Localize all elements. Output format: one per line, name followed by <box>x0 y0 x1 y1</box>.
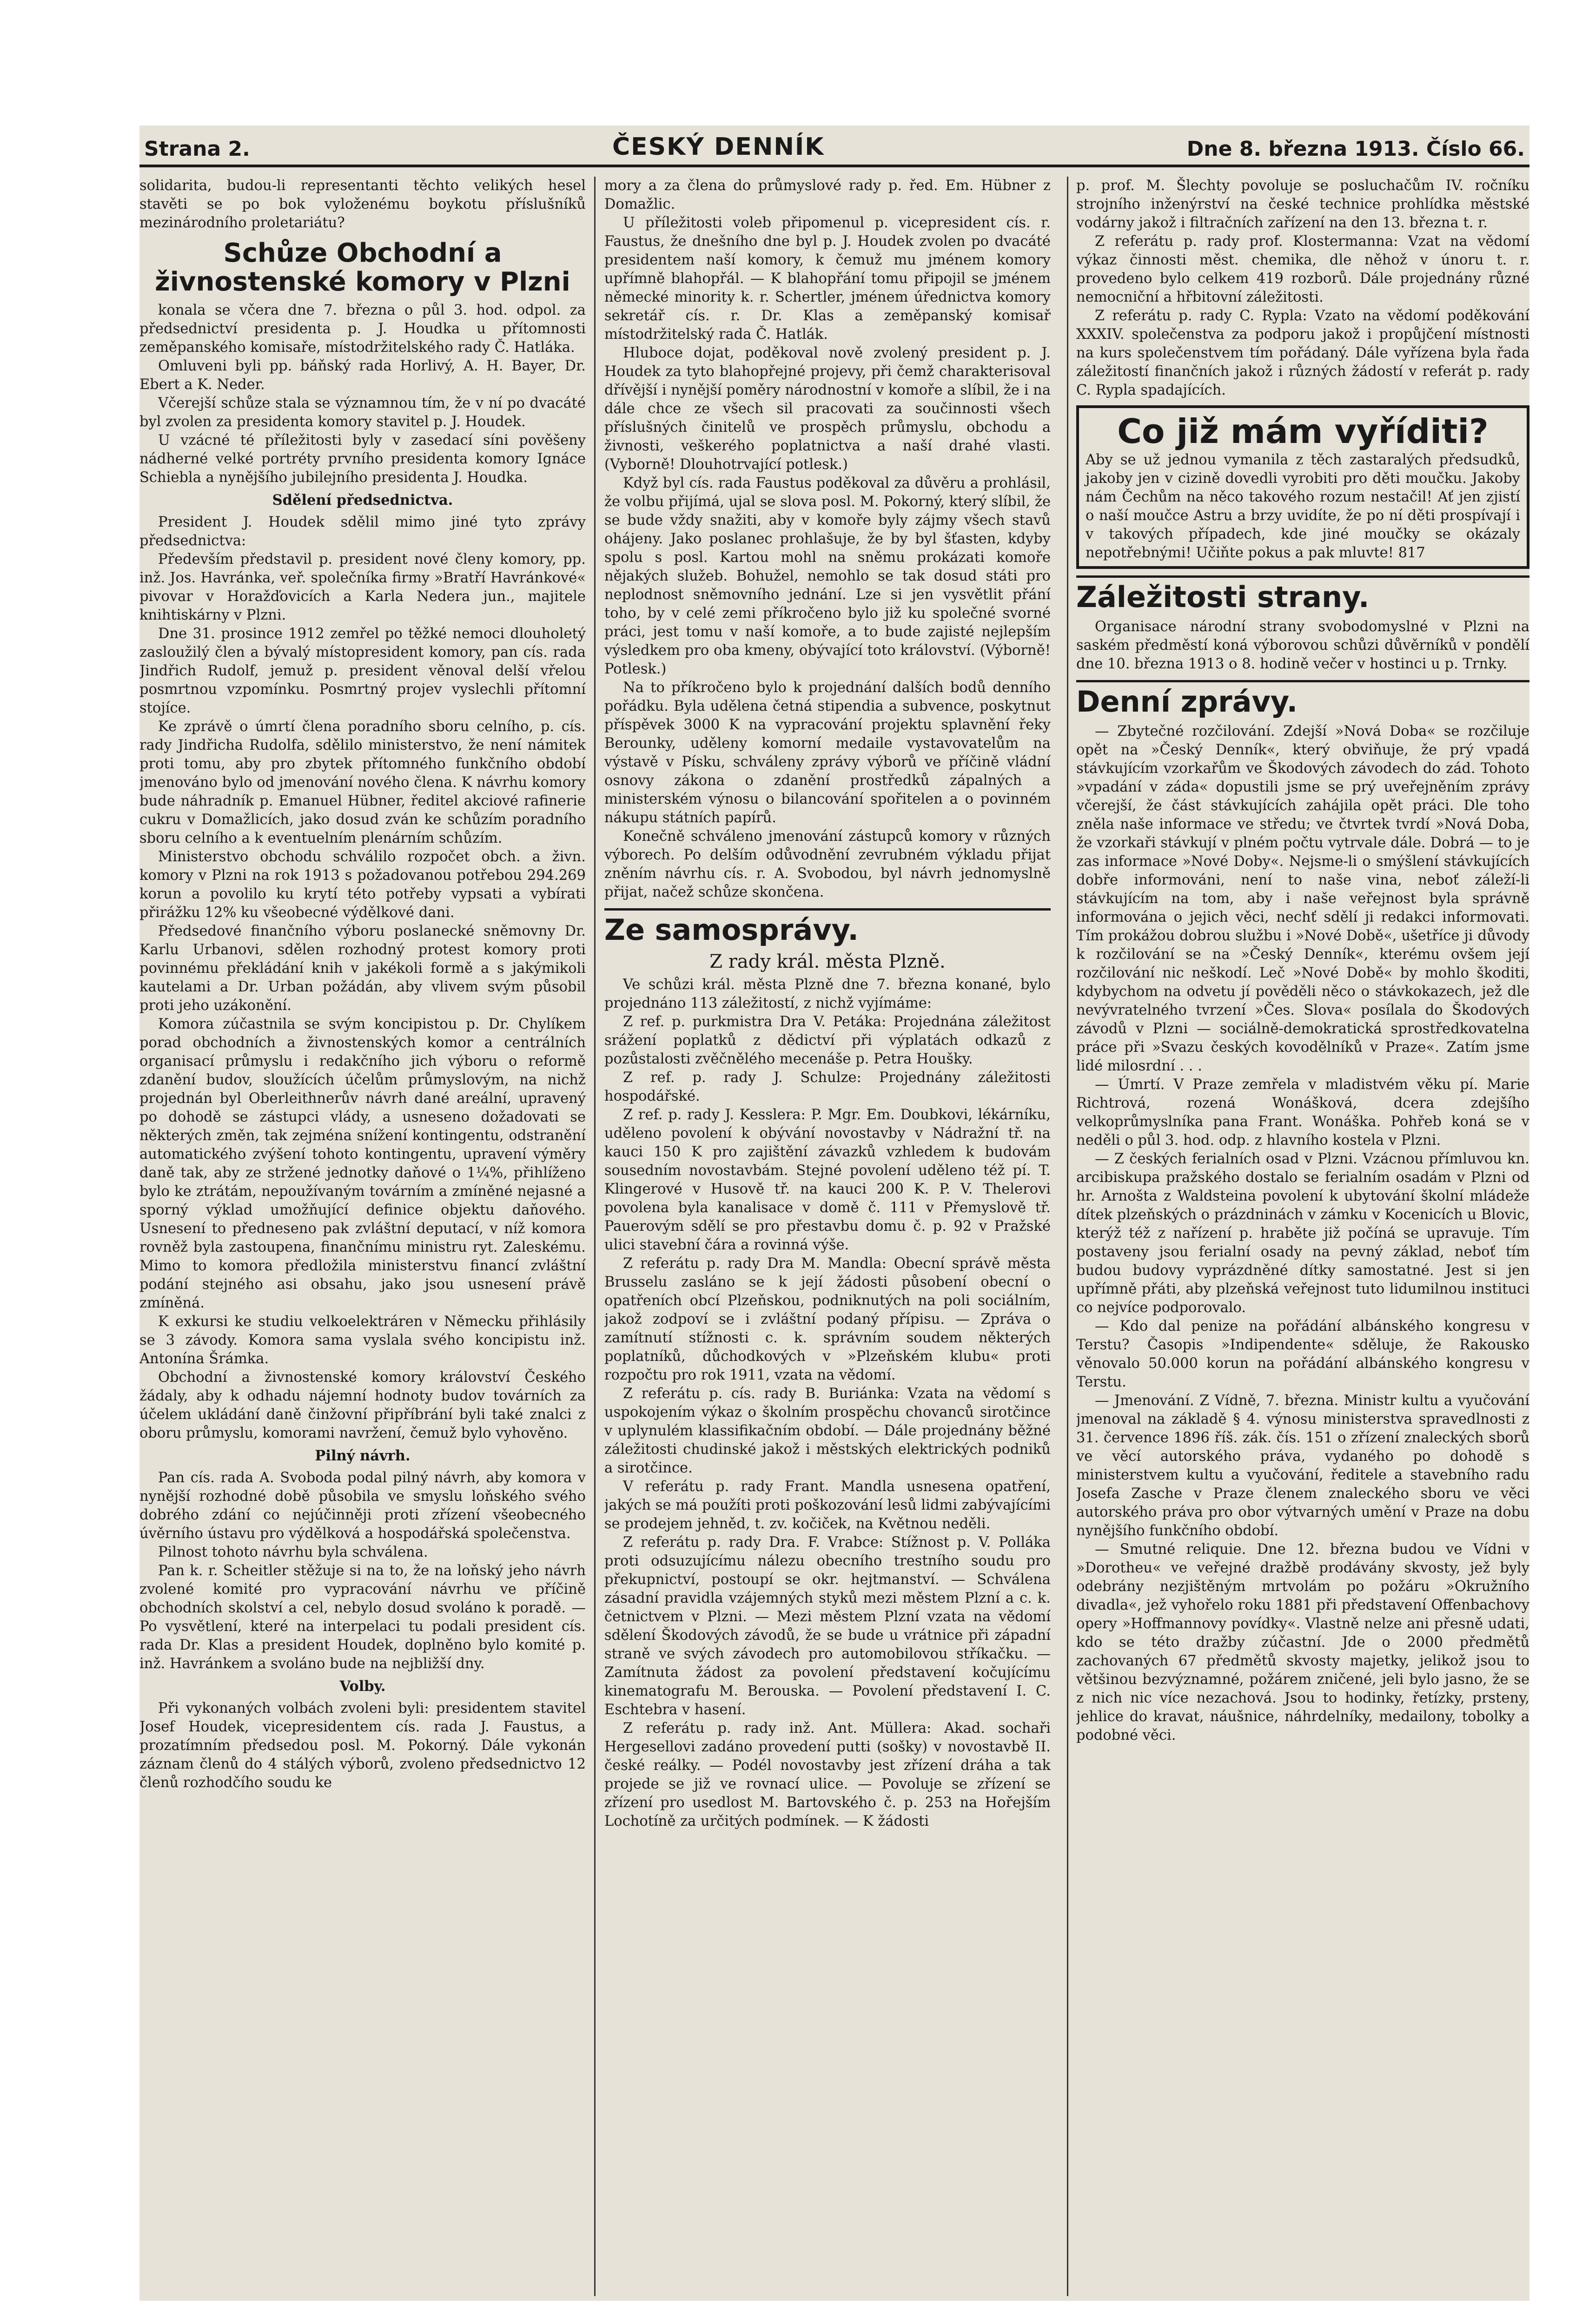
article-text: Hluboce dojat, poděkoval nově zvolený president p. J. Houdek za tyto blahopřejné projevy, při čemž charakterisoval dřívější i nynější poměry národnostní v komoře a slíbil, že i na dále chce ze všech sil pracovati za součinnosti všech příslušných činitelů ve prospěch průmyslu, obchodu a živnosti, veškerého poplatnictva a naší drahé vlasti. (Vyborně! Dlouhotrvající potlesk.) <box>604 345 1051 473</box>
article-text: U příležitosti voleb připomenul p. vicepresident cís. r. Faustus, že dnešního dne byl p. J. Houdek zvolen po dvacáté presidentem naší komory, k čemuž mu jménem komory upřímně blahopřál. — K blahopřání tomu připojil se jménem německé minority k. r. Schertler, jménem úřednictva komory sekretář cís. r. Dr. Klas a zeměpanský komisař místodržitelský rada Č. Hatlák. <box>604 215 1051 343</box>
page-header <box>139 125 1529 167</box>
article-text: Když byl cís. rada Faustus poděkoval za důvěru a prohlásil, že volbu přijímá, ujal se slova posl. M. Pokorný, který slíbil, že se bude vždy snažiti, aby v komoře byly zájmy všech stavů ohájeny. Jako poslanec prohlašuje, že by byl šťasten, kdyby spolu s posl. Kartou mohl na sněmu prokázati komoře nějakých služeb. Bohužel, nemohlo se tak dosud státi pro neplodnost sněmovního jednání. Lze si jen vysvětlit přání toho, by v celé zemi příkročeno bylo již ku společné svorné práci, jest tomu v naší komoře, a to bude zajisté nejlepším výsledkem pro oba kmeny, obývající toto království. (Výborně! Potlesk.) <box>604 475 1051 677</box>
article-text: p. prof. M. Šlechty povoluje se posluchačům IV. ročníku strojního inženýrství na české technice prohlídka městské vodárny jakož i filtračních zařízení na den 13. března t. r. <box>1076 178 1529 231</box>
article-text: Omluveni byli pp. báňský rada Horlivý, A. H. Bayer, Dr. Ebert a K. Neder. <box>139 358 586 393</box>
subheading: Pilný návrh. <box>315 1447 410 1464</box>
article-text: Pilnost tohoto návrhu byla schválena. <box>158 1544 428 1560</box>
article-text: Dne 31. prosince 1912 zemřel po těžké nemoci dlouholetý zasloužilý člen a bývalý místopresident komory, pan cís. rada Jindřich Rudolf, jemuž p. president věnoval delší vřelou posmrtnou vzpomínku. Posmrtný projev vyslechli přítomní stojíce. <box>139 626 586 716</box>
article-text: Konečně schváleno jmenování zástupců komory v různých výborech. Po delším odůvodnění zevrubném výkladu přijat zněním návrhu cís. r. A. Svobodou, byl návrh jednomyslně přijat, načež schůze skončena. <box>604 828 1051 900</box>
article-text: konala se včera dne 7. března o půl 3. hod. odpol. za předsednictví presidenta p. J. Houdka u přítomnosti zeměpanského komisaře, místodržitelského rady Č. Hatláka. <box>139 302 586 356</box>
article-text: — Smutné reliquie. Dne 12. března budou ve Vídni v »Dorotheu« ve veřejné dražbě prodávány skvosty, jež byly odebrány nezjištěným mrtvolám po požáru »Okružního divadla«, jež vyhořelo roku 1881 při představení Offenbachovy opery »Hoffmannovy povídky«. Vlastně nelze ani přesně udati, kdo se této dražby zúčastní. Jde o 2000 předmětů zachovaných 67 předmětů skvosty majetky, jelikož jsou to většinou bezvýznamné, požárem zničené, jeli bylo jasno, že se z nich nic více nezachová. Jsou to hodinky, řetízky, prsteny, jehlice do kravat, náušnice, náhrdelníky, medailony, tobolky a podobné věci. <box>1076 1541 1529 1743</box>
article-text: Z referátu p. rady Dra. F. Vrabce: Stížnost p. V. Polláka proti odsuzujícímu nálezu obecního trestního soudu pro překupnictví, postoupí se okr. hejtmanství. — Schválena zásadní pravidla vzájemných styků mezi městem Plzní a c. k. četnictvem v Plzni. — Mezi městem Plzní vzata na vědomí sdělení Škodových závodů, že se bude u vrátnice při západní straně ve svých závodech pro automobilovou stříkačku. — Zamítnuta žádost za povolení představení kočujícímu kinematografu M. Berouska. — Povolení představení I. C. Eschtebra v hasení. <box>604 1534 1051 1718</box>
advertisement-heading: Co již mám vyříditi? <box>1117 412 1489 451</box>
advertisement-box <box>1076 405 1529 569</box>
article-text: Z referátu p. rady prof. Klostermanna: Vzat na vědomí výkaz činnosti měst. chemika, dle něhož v únoru t. r. provedeno bylo celkem 419 rozborů. Dále projednány různé nemocniční a hřbitovní záležitosti. <box>1076 233 1529 305</box>
article-text: Především představil p. president nové členy komory, pp. inž. Jos. Havránka, veř. společníka firmy »Bratří Havránkové« pivovar v Horažďovicích a Karla Nedera jun., majitele knihtiskárny v Plzni. <box>139 551 586 623</box>
article-text: Ve schůzi král. města Plzně dne 7. března konané, bylo projednáno 113 záležitostí, z nichž vyjímáme: <box>604 977 1051 1011</box>
subheading: Sdělení předsednictva. <box>272 492 453 508</box>
column-3 <box>1076 177 1529 2296</box>
subheading: Volby. <box>339 1678 386 1695</box>
newspaper-page <box>139 125 1529 2301</box>
column-2 <box>604 177 1051 2296</box>
article-text: Obchodní a živnostenské komory království Českého žádaly, aby k odhadu nájemní hodnoty budov továrních za účelem ukládání daně činžovní připříbrání byli také znalci z oboru průmyslu, komorami navržení, čemuž bylo vyhověno. <box>139 1369 586 1441</box>
article-text: — Úmrtí. V Praze zemřela v mladistvém věku pí. Marie Richtrová, rozená Wonášková, dcera zdejšího velkoprůmyslníka pana Frant. Wonáška. Pohřeb koná se v neděli o půl 3. hod. odp. z hlavního kostela v Plzni. <box>1076 1076 1529 1149</box>
newspaper-title: ČESKÝ DENNÍK <box>612 133 825 161</box>
section-heading: Ze samosprávy. <box>604 908 1051 947</box>
column-rule <box>1067 177 1068 2296</box>
article-text: solidarita, budou-li representanti těchto velikých hesel stavěti se po bok vyloženému boykotu příslušníků mezinárodního proletariátu? <box>139 178 586 231</box>
article-text: V referátu p. rady Frant. Mandla usnesena opatření, jakých se má použíti proti poškozování lesů lidmi zabývajícími se prodejem jehněd, t. zv. kočiček, na Květnou neděli. <box>604 1479 1051 1532</box>
section-heading: Denní zprávy. <box>1076 680 1529 719</box>
article-text: — Z českých ferialních osad v Plzni. Vzácnou přímluvou kn. arcibiskupa pražského dostalo se ferialním osadám v Plzni od hr. Arnošta z Waldsteina povolení k ubytování školní mládeže dítek plzeňských o prázdninách v zámku v Kocenicích u Blovic, kterýž též z nařízení p. hraběte již počíná se upravuje. Tím postaveny jsou ferialní osady na pevný základ, neboť tím budou budovy vyprázdněné dítky samostatné. Jest si jen upřímně přáti, aby plzeňská veřejnost tuto lidumilnou instituci co nejvíce podporovalo. <box>1076 1151 1529 1316</box>
article-text: — Jmenování. Z Vídně, 7. března. Ministr kultu a vyučování jmenoval na základě § 4. výnosu ministerstva spravedlnosti z 31. července 1896 říš. zák. čís. 151 o zřízení znaleckých sborů ve věcí autorského práva, vydaného po dohodě s ministerstvem kultu a vyučování, ředitele a stavebního radu Josefa Zasche v Praze členem znaleckého sboru ve věci autorského práva pro obor výtvarných umění v Praze na dobu nynějšího funkčního období. <box>1076 1393 1529 1539</box>
article-text: Pan k. r. Scheitler stěžuje si na to, že na loňský jeho návrh zvolené komité pro vypracování návrhu ve příčině obchodních skolství a cel, nebylo dosud svoláno k poradě. — Po vysvětlení, které na interpelaci tu podali president cís. rada Dr. Klas a president Houdek, doplněno bylo komité p. inž. Havránkem a svoláno bude na nejbližší dny. <box>139 1563 586 1672</box>
article-text: President J. Houdek sdělil mimo jiné tyto zprávy předsednictva: <box>139 514 586 549</box>
column-rule <box>594 177 596 2296</box>
article-text: Organisace národní strany svobodomyslné v Plzni na saském předměstí koná výborovou schůzi důvěrníků v pondělí dne 10. března 1913 o 8. hodině večer v hostinci u p. Trnky. <box>1076 619 1529 672</box>
article-text: Z referátu p. cís. rady B. Buriánka: Vzata na vědomí s uspokojením výkaz o školním prospěchu chovanců sirotčince v uplynulém klassifikačním období. — Dále projednány běžné záležitosti chudinské jakož i městských elektrických podniků a sirotčince. <box>604 1386 1051 1476</box>
article-text: U vzácné té příležitosti byly v zasedací síni pověšeny nádherné velké portréty prvního presidenta komory Ignáce Schiebla a nynějšího jubilejního presidenta J. Houdka. <box>139 432 586 486</box>
article-text: Z ref. p. purkmistra Dra V. Petáka: Projednána záležitost srážení poplatků z dědictví při výplatách odkazů z pozůstalosti zvěčnělého mecenáše p. Petra Houšky. <box>604 1014 1051 1067</box>
article-text: — Zbytečné rozčilování. Zdejší »Nová Doba« se rozčiluje opět na »Český Denník«, který obviňuje, že prý vpadá stávkujícím vzorkařům ve Škodových závodech do zád. Tohoto »vpadání v záda« dopustili jsme se prý uveřejněním zprávy včerejší, že část stávkujících zahájila opět práci. Dle toho zněla naše informace ve středu; ve čtvrtek tvrdí »Nová Doba, že vzorkaři stávkují v plném počtu vytrvale dále. Dobrá — to je zas informace »Nové Doby«. Nejsme-li o smýšlení stávkujících dobře informováni, není to naše vina, neboť záleží-li stávkujícím na tom, aby i naše veřejnost byla správně informována o jejich věci, nechť sdělí ji redakci informovati. Tím prokážou dobrou službu i »Nové Době«, ušetříce ji důvody k rozčilování se na »Český Denník«, kterému ovšem její rozčilování nic neškodí. Leč »Nové Době« by mohlo škoditi, kdybychom na odvetu jí pověděli něco o stávkokazech, jež dle nevývratelného tvrzení »Čes. Slova« posílala do Škodových závodů v Plzni — sociálně-demokratická sprostředkovatelna práce při »Svazu českých kovodělníků v Praze«. Zatím jsme lidé milosrdní . . . <box>1076 723 1529 1074</box>
section-heading: Záležitosti strany. <box>1076 575 1529 614</box>
article-text: Z referátu p. rady inž. Ant. Müllera: Akad. sochaři Hergesellovi zadáno provedení putti (sošky) v novostavbě II. české reálky. — Podél novostavby jest zřízení dráha a tak projede se již ve rovnací ulice. — Povoluje se zřízení se zřízení pro usedlost M. Bartovského č. p. 253 na Hořejším Lochotíně za určitých podmínek. — K žádosti <box>604 1720 1051 1829</box>
article-text: Včerejší schůze stala se významnou tím, že v ní po dvacáté byl zvolen za presidenta komory stavitel p. J. Houdek. <box>139 395 586 430</box>
article-heading: Schůze Obchodní a živnostenské komory v Plzni <box>155 238 570 297</box>
article-text: Při vykonaných volbách zvoleni byli: presidentem stavitel Josef Houdek, vicepresidentem cís. rada J. Faustus, a prozatímním předsedou posl. M. Pokorný. Dále vykonán záznam členů do 4 stálých výborů, zvoleno předsednictvo 12 členů rozhodčího soudu ke <box>139 1700 586 1791</box>
issue-date: Dne 8. března 1913. Číslo 66. <box>1186 137 1525 161</box>
article-text: — Kdo dal penize na pořádání albánského kongresu v Terstu? Časopis »Indipendente« sděluje, že Rakousko věnovalo 50.000 korun na pořádání albánského kongresu v Terstu. <box>1076 1318 1529 1390</box>
article-text: Ministerstvo obchodu schválilo rozpočet obch. a živn. komory v Plzni na rok 1913 s požadovanou potřebou 294.269 korun a povolilo ku krytí této potřeby vypsati a vybírati přirážku 12% ku všeobecné výdělkové dani. <box>139 849 586 921</box>
article-text: Z referátu p. rady Dra M. Mandla: Obecní správě města Brusselu zasláno se k její žádosti působení obecní o opatřeních obcí Plzeňskou, podniknutých na poli sociálním, jakož zodpoví se i zvláštní podaný přípisu. — Zpráva o zamítnutí stížnosti c. k. správním soudem některých poplatníků, důchodkových v »Plzeňském klubu« proti rozpočtu pro rok 1911, vzata na vědomí. <box>604 1255 1051 1383</box>
column-1 <box>139 177 586 2296</box>
article-text: Z ref. p. rady J. Kesslera: P. Mgr. Em. Doubkovi, lékárníku, uděleno povolení k obývání novostavby v Nádražní tř. na kauci 150 K pro zajištění závazků vzhledem k budovám sousedním novostavbám. Stejné povolení uděleno též pí. T. Klingerové v Husově tř. na kauci 200 K. P. V. Thelerovi povolena byla kanalisace v domě č. 111 v Přemyslově tř. Pauerovým sdělí se pro přestavbu domu č. p. 92 v Pražské ulici stavební čára a rovinná výše. <box>604 1107 1051 1253</box>
article-text: Z ref. p. rady J. Schulze: Projednány záležitosti hospodářské. <box>604 1070 1051 1104</box>
advertisement-text: Aby se už jednou vymanila z těch zastaralých předsudků, jakoby jen v cizině dovedli vyrobiti pro děti moučku. Jakoby nám Čechům na něco takového rozum nestačil! Ať jen zjistí o naší moučce Astru a brzy uvidíte, že po ní děti prospívají i v takových případech, kde jiné moučky se okázaly nepotřebnými! Učiňte pokus a pak mluvte! 817 <box>1086 452 1520 561</box>
article-text: Pan cís. rada A. Svoboda podal pilný návrh, aby komora v nynější rozhodné době působila ve smyslu loňského svého dobrého zdání co nejúčinněji proti zřízení všeobecného úvěrního ústavu pro výdělková a hospodářská společenstva. <box>139 1470 586 1542</box>
page-number: Strana 2. <box>144 137 250 161</box>
article-text: Z referátu p. rady C. Rypla: Vzato na vědomí poděkování XXXIV. společenstva za podporu jakož i propůjčení místnosti na kurs společenstvem tím pořádaný. Dále vyřízena byla řada záležitostí finančních jakož i různých žádostí v referát p. rady C. Rypla spadajících. <box>1076 308 1529 398</box>
article-text: Na to příkročeno bylo k projednání dalších bodů denního pořádku. Byla udělena četná stipendia a subvence, poskytnut příspěvek 3000 K na vypracování projektu splavnění řeky Berounky, uděleny komorní medaile vystavovatelům na výstavě v Písku, schváleny zprávy výborů ve příčině vládní osnovy zákona o zdanění prostředků zápalných a ministerském výnosu o bilancování spořitelen a o povinném nákupu státních papírů. <box>604 680 1051 826</box>
article-text: Předsedové finančního výboru poslanecké sněmovny Dr. Karlu Urbanovi, sdělen rozhodný protest komory proti povinnému překládání knih v jakékoli formě a s jakýmikoli kautelami a Dr. Urban požádán, aby vlivem svým působil proti jeho uzákonění. <box>139 923 586 1014</box>
article-text: K exkursi ke studiu velkoelektráren v Německu přihlásily se 3 závody. Komora sama vyslala svého koncipistu inž. Antonína Šrámka. <box>139 1314 586 1367</box>
article-text: mory a za člena do průmyslové rady p. řed. Em. Hübner z Domažlic. <box>604 178 1051 212</box>
section-subtitle: Z rady král. města Plzně. <box>709 951 946 972</box>
article-text: Komora zúčastnila se svým koncipistou p. Dr. Chylíkem porad obchodních a živnostenských komor a centrálních organisací průmyslu i redakčního jich výboru o reformě zdanění budov, sloužících účelům průmyslovým, na nichž projednán byl Oberleithnerův návrh dané areální, upravený po dohodě se zástupci vlády, a usneseno dožadovati se některých změn, tak zejména snížení kontingentu, odstranění automatického zvýšení tohoto kontingentu, upravení výměry daně tak, aby ze stržené jednotky daňové o 1¼%, přihlíženo bylo ke ztrátám, nepoužívaným továrním a zmíněné nejasné a sporný výklad umožňující definice objektu daňového. Usnesení to předneseno pak zvláštní deputací, v níž komora rovněž byla zastoupena, finančnímu ministru ryt. Zaleskému. Mimo to komora předložila ministerstvu financí zvláštní podání stejného asi obsahu, jako jsou usnesení právě zmíněná. <box>139 1016 586 1311</box>
article-text: Ke zprávě o úmrtí člena poradního sboru celního, p. cís. rady Jindřicha Rudolfa, sdělilo ministerstvo, že není námitek proti tomu, aby pro zbytek přítomného funkčního období jmenováno bylo od jmenování nového člena. K návrhu komory bude náhradník p. Emanuel Hübner, ředitel akciové rafinerie cukru v Domažlicích, jako dosud zván ke schůzím poradního sboru celního a k eventuelním plenárním schůzím. <box>139 719 586 846</box>
